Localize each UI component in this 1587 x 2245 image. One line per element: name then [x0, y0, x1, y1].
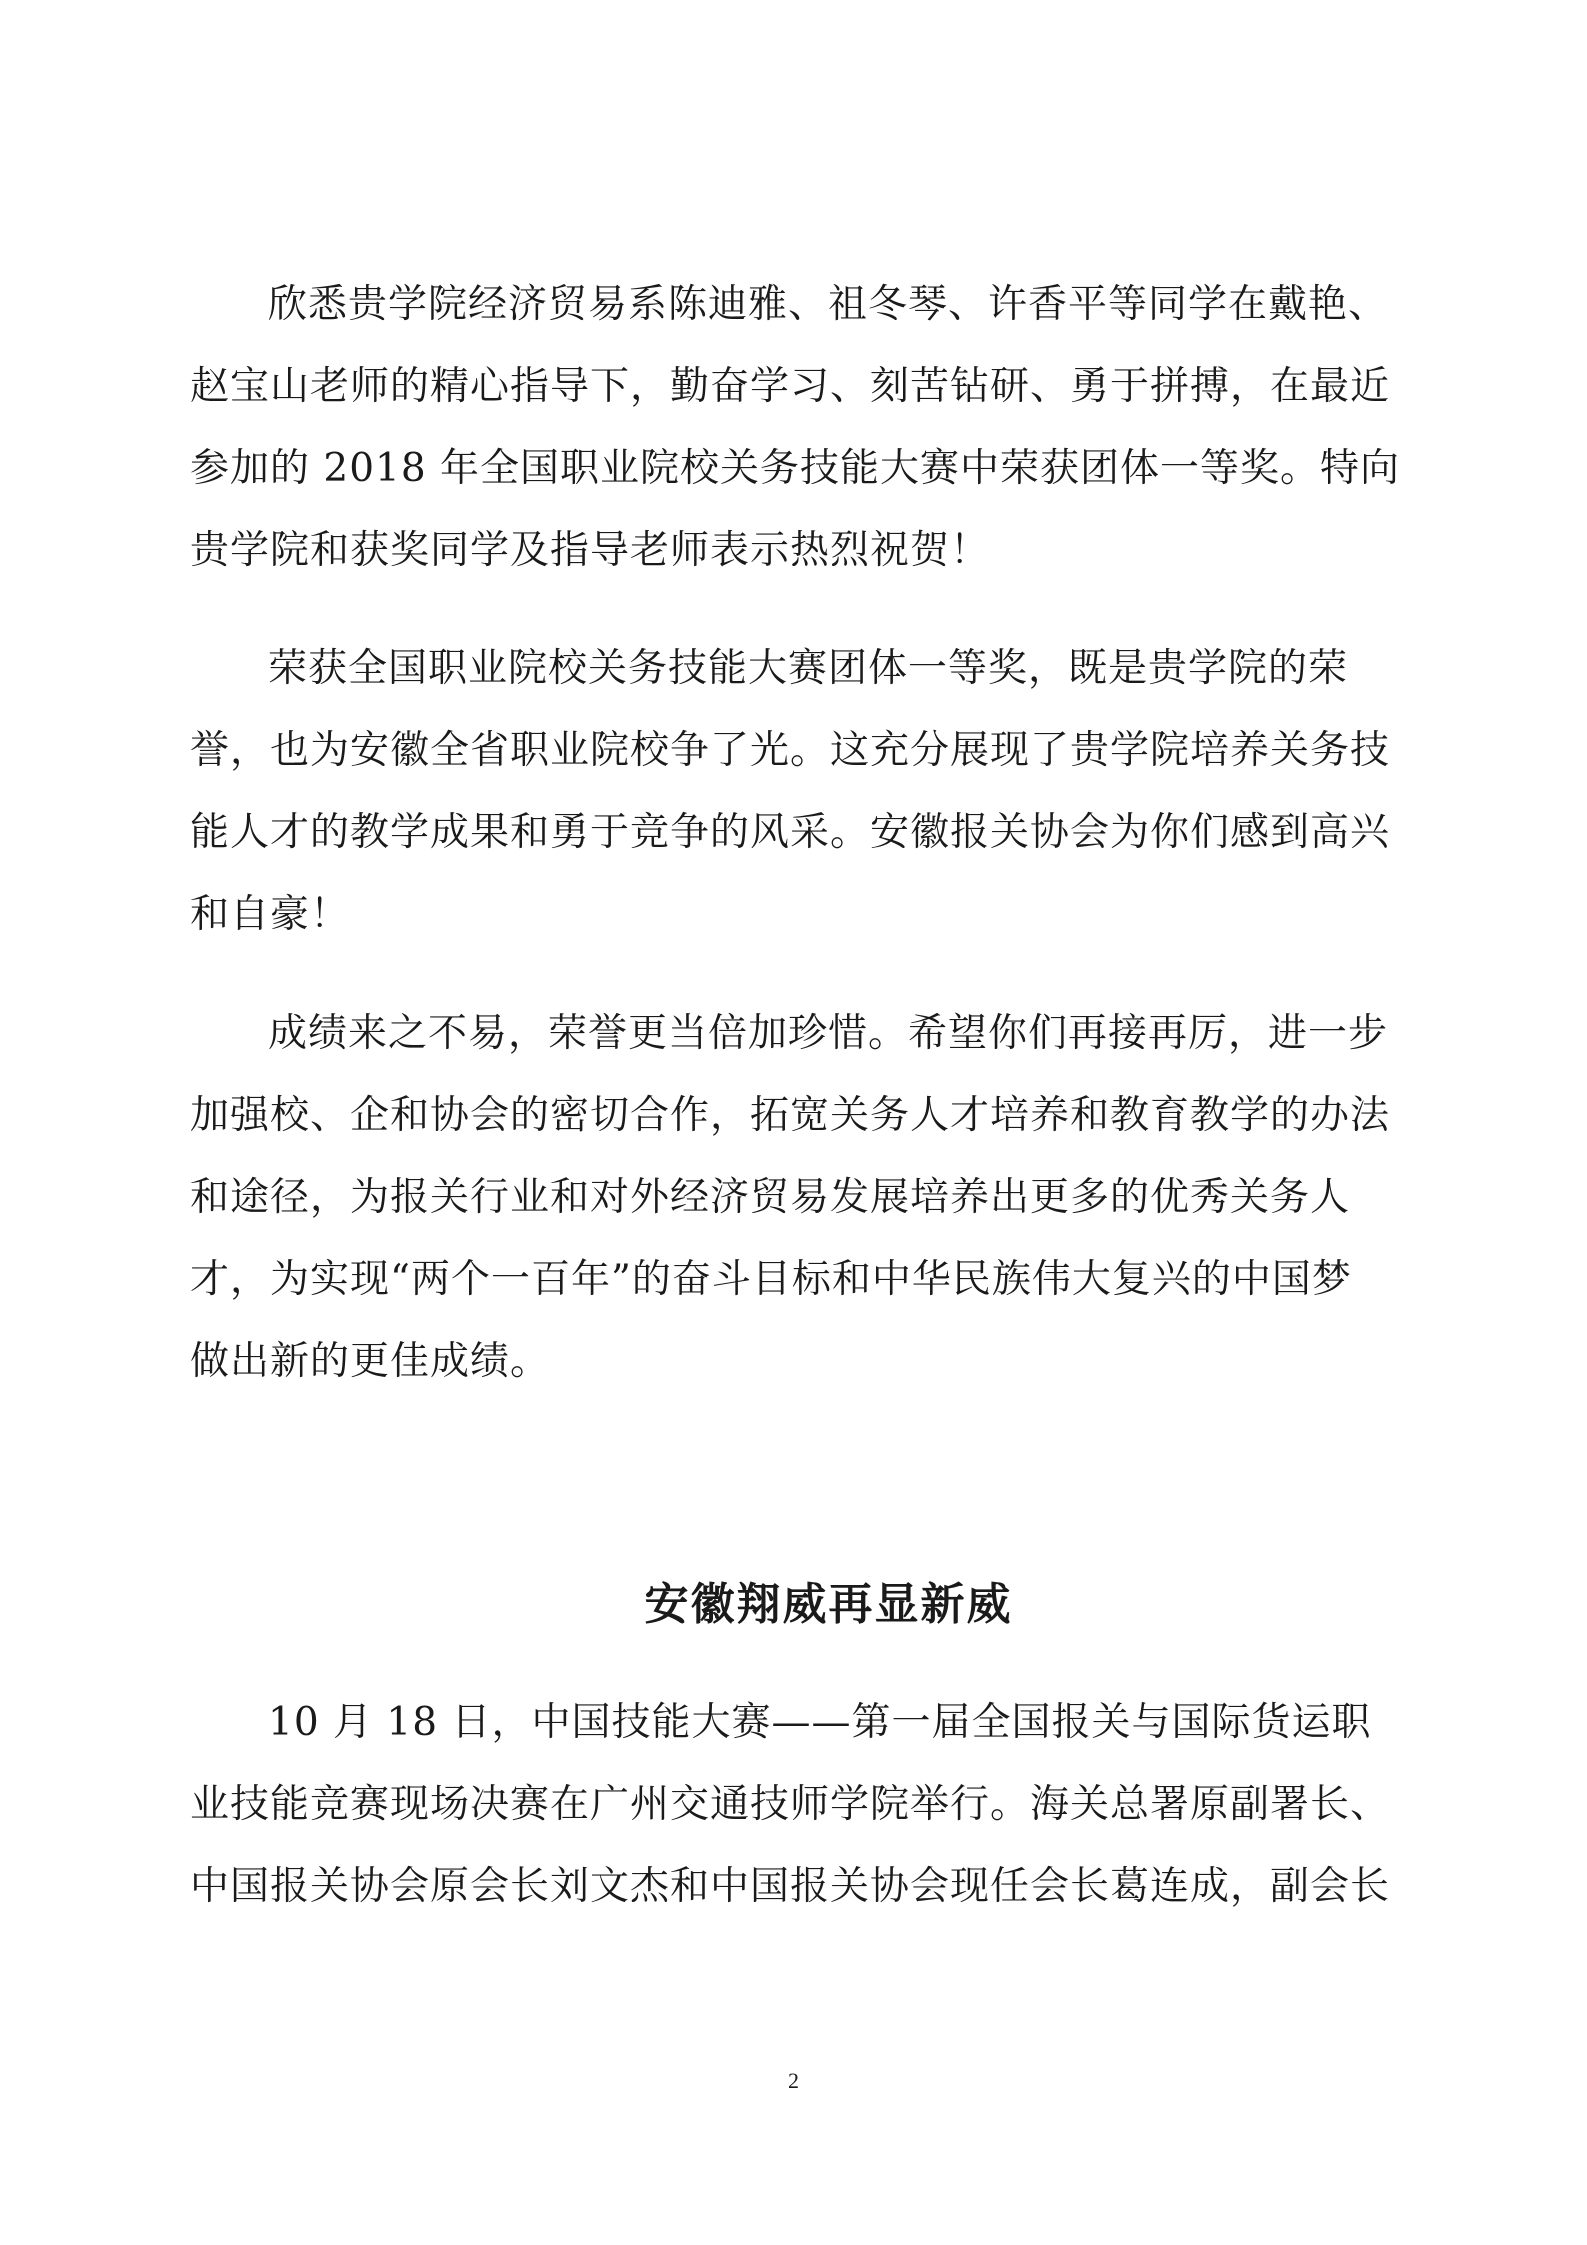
- paragraph-line: 中国报关协会原会长刘文杰和中国报关协会现任会长葛连成，副会长: [190, 1864, 1391, 1909]
- paragraph-line: 参加的 2018 年全国职业院校关务技能大赛中荣获团体一等奖。特向: [190, 446, 1401, 491]
- paragraph-line: 加强校、企和协会的密切合作，拓宽关务人才培养和教育教学的办法: [190, 1093, 1391, 1138]
- paragraph-line: 贵学院和获奖同学及指导老师表示热烈祝贺！: [190, 528, 991, 573]
- paragraph-line: 10 月 18 日，中国技能大赛——第一届全国报关与国际货运职: [268, 1700, 1372, 1745]
- paragraph-line: 做出新的更佳成绩。: [190, 1339, 551, 1384]
- paragraph-line: 和自豪！: [190, 892, 351, 937]
- paragraph-hope: [190, 993, 1430, 1403]
- paragraph-line: 欣悉贵学院经济贸易系陈迪雅、祖冬琴、许香平等同学在戴艳、: [268, 282, 1389, 327]
- section-heading: 安徽翔威再显新威: [644, 1579, 1013, 1630]
- paragraph-competition: [190, 1682, 1430, 1928]
- paragraph-congratulations: [190, 264, 1430, 592]
- paragraph-line: 业技能竞赛现场决赛在广州交通技师学院举行。海关总署原副署长、: [190, 1782, 1391, 1827]
- paragraph-line: 能人才的教学成果和勇于竞争的风采。安徽报关协会为你们感到高兴: [190, 810, 1391, 855]
- paragraph-line: 成绩来之不易，荣誉更当倍加珍惜。希望你们再接再厉，进一步: [268, 1011, 1389, 1056]
- paragraph-line: 荣获全国职业院校关务技能大赛团体一等奖，既是贵学院的荣: [268, 646, 1349, 691]
- paragraph-line: 誉，也为安徽全省职业院校争了光。这充分展现了贵学院培养关务技: [190, 728, 1391, 773]
- paragraph-line: 赵宝山老师的精心指导下，勤奋学习、刻苦钻研、勇于拼搏，在最近: [190, 364, 1391, 409]
- page-number: 2: [788, 2068, 799, 2093]
- paragraph-line: 和途径，为报关行业和对外经济贸易发展培养出更多的优秀关务人: [190, 1175, 1351, 1220]
- paragraph-line: 才，为实现“两个一百年”的奋斗目标和中华民族伟大复兴的中国梦: [190, 1257, 1352, 1302]
- paragraph-honor: [190, 628, 1430, 956]
